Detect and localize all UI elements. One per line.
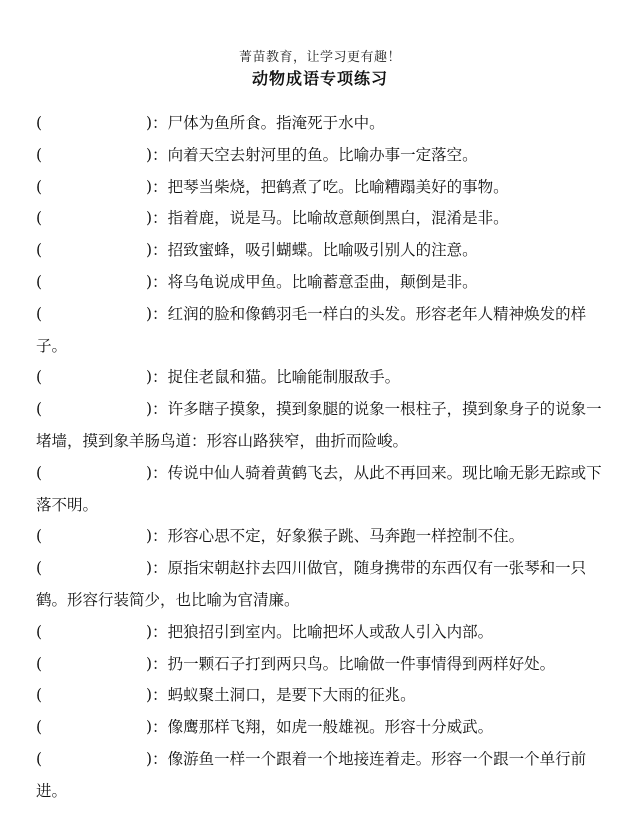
idiom-definition: 尸体为鱼所食。指淹死于水中。 <box>167 114 385 132</box>
answer-blank-close: )： <box>146 463 168 482</box>
idiom-definition: 像鹰那样飞翔，如虎一般雄视。形容十分威武。 <box>167 718 494 737</box>
answer-blank-close: )： <box>146 527 168 546</box>
answer-blank-close: )： <box>146 304 168 323</box>
exercise-item <box>36 553 610 617</box>
exercise-item <box>36 108 610 140</box>
answer-blank-close: )： <box>146 718 168 737</box>
idiom-definition: 形容心思不定，好象猴子跳、马奔跑一样控制不住。 <box>167 527 525 546</box>
answer-blank-close: )： <box>146 622 168 641</box>
exercise-item <box>36 267 610 299</box>
answer-blank-open[interactable]: ( <box>36 368 43 387</box>
idiom-definition: 将乌龟说成甲鱼。比喻蓄意歪曲，颠倒是非。 <box>167 272 478 291</box>
exercise-item <box>36 458 610 522</box>
exercise-item <box>36 235 610 267</box>
answer-blank-close: )： <box>146 559 168 578</box>
exercise-list <box>36 108 610 808</box>
header-slogan: 菁苗教育，让学习更有趣！ <box>238 50 401 65</box>
answer-blank-open[interactable]: ( <box>36 304 43 323</box>
exercise-item <box>36 680 610 712</box>
idiom-definition: 红润的脸和像鹤羽毛一样白的头发。形容老年人精神焕发的样子。 <box>36 304 587 355</box>
answer-blank-open[interactable]: ( <box>36 749 43 768</box>
idiom-definition: 像游鱼一样一个跟着一个地接连着走。形容一个跟一个单行前进。 <box>36 749 587 800</box>
exercise-item <box>36 299 610 363</box>
idiom-definition: 把狼招引到室内。比喻把坏人或敌人引入内部。 <box>167 622 494 641</box>
idiom-definition: 蚂蚁聚土洞口，是要下大雨的征兆。 <box>167 686 416 705</box>
exercise-item <box>36 521 610 553</box>
exercise-item <box>36 744 610 808</box>
answer-blank-open[interactable]: ( <box>36 209 43 228</box>
answer-blank-open[interactable]: ( <box>36 686 43 705</box>
answer-blank-open[interactable]: ( <box>36 400 43 419</box>
answer-blank-open[interactable]: ( <box>36 718 43 737</box>
exercise-item <box>36 140 610 172</box>
exercise-item <box>36 172 610 204</box>
idiom-definition: 许多瞎子摸象，摸到象腿的说象一根柱子，摸到象身子的说象一堵墙，摸到象羊肠鸟道：形容山路狭窄，曲折而险峻。 <box>36 400 602 450</box>
idiom-definition: 指着鹿，说是马。比喻故意颠倒黑白，混淆是非。 <box>167 209 509 228</box>
page-title: 动物成语专项练习 <box>251 69 388 88</box>
answer-blank-close: )： <box>146 654 168 673</box>
answer-blank-open[interactable]: ( <box>36 145 43 164</box>
exercise-item <box>36 203 610 235</box>
answer-blank-open[interactable]: ( <box>36 177 43 196</box>
answer-blank-open[interactable]: ( <box>36 463 43 482</box>
exercise-item <box>36 394 610 458</box>
answer-blank-close: )： <box>146 272 168 291</box>
exercise-item <box>36 362 610 394</box>
idiom-definition: 把琴当柴烧，把鹤煮了吃。比喻糟蹋美好的事物。 <box>167 177 509 196</box>
idiom-definition: 原指宋朝赵抃去四川做官，随身携带的东西仅有一张琴和一只鹤。形容行装简少，也比喻为官清廉。 <box>36 559 587 609</box>
answer-blank-close: )： <box>146 145 168 164</box>
idiom-definition: 向着天空去射河里的鱼。比喻办事一定落空。 <box>167 145 478 164</box>
answer-blank-close: )： <box>146 686 168 705</box>
idiom-definition: 捉住老鼠和猫。比喻能制服敌手。 <box>167 368 401 387</box>
answer-blank-open[interactable]: ( <box>36 527 43 546</box>
exercise-item <box>36 617 610 649</box>
answer-blank-open[interactable]: ( <box>36 114 43 132</box>
answer-blank-close: )： <box>146 241 168 260</box>
answer-blank-close: )： <box>146 114 168 132</box>
answer-blank-close: )： <box>146 368 168 387</box>
answer-blank-close: )： <box>146 209 168 228</box>
idiom-definition: 传说中仙人骑着黄鹤飞去，从此不再回来。现比喻无影无踪或下落不明。 <box>36 463 602 514</box>
answer-blank-close: )： <box>146 749 168 768</box>
exercise-item <box>36 712 610 744</box>
answer-blank-open[interactable]: ( <box>36 272 43 291</box>
idiom-definition: 扔一颗石子打到两只鸟。比喻做一件事情得到两样好处。 <box>167 654 556 673</box>
answer-blank-open[interactable]: ( <box>36 654 43 673</box>
answer-blank-close: )： <box>146 400 168 419</box>
answer-blank-open[interactable]: ( <box>36 241 43 260</box>
idiom-definition: 招致蜜蜂，吸引蝴蝶。比喻吸引别人的注意。 <box>167 241 478 260</box>
answer-blank-open[interactable]: ( <box>36 559 43 578</box>
answer-blank-open[interactable]: ( <box>36 622 43 641</box>
exercise-item <box>36 649 610 681</box>
answer-blank-close: )： <box>146 177 168 196</box>
